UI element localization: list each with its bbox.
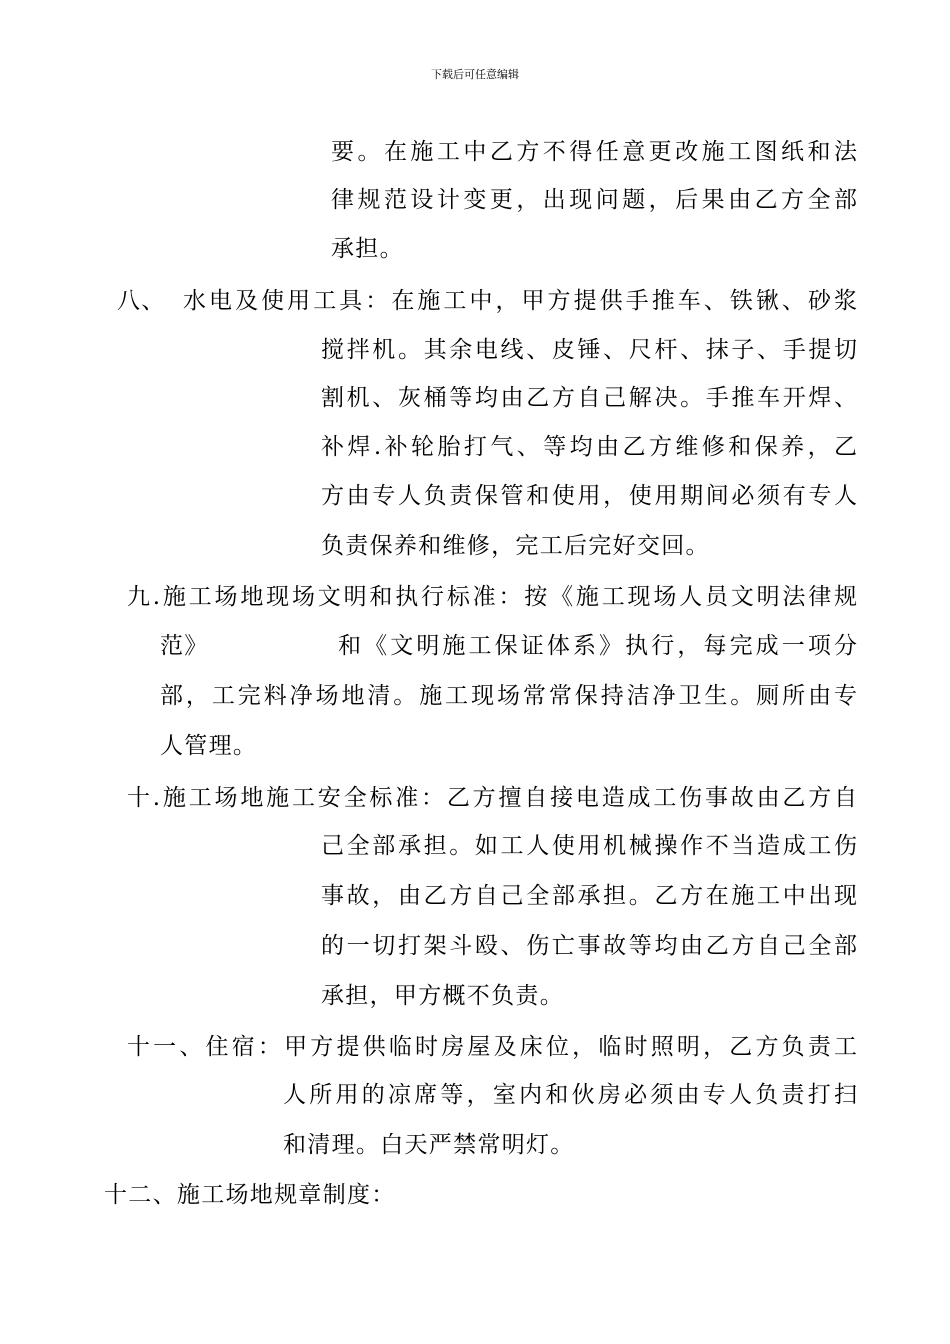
item8-number: 八、 [117,288,166,314]
item10-line-3: 事故，由乙方自己全部承担。乙方在施工中出现 [321,883,857,909]
item11-line-3: 和清理。白天严禁常明灯。 [283,1132,575,1158]
continuation-line-3: 承担。 [331,236,404,262]
item8-line-3: 割机、灰桶等均由乙方自己解决。手推车开焊、 [321,385,857,411]
item10-line-1: 十.施工场地施工安全标准：乙方擅自接电造成工伤事故由乙方自 [127,785,857,811]
item8-line-4: 补焊.补轮胎打气、等均由乙方维修和保养，乙 [321,434,857,460]
item12-line-1: 十二、施工场地规章制度： [104,1182,396,1208]
item9-line-2-right: 和《文明施工保证体系》执行，每完成一项分 [338,633,857,659]
item11-line-2: 人所用的凉席等，室内和伙房必须由专人负责打扫 [283,1082,857,1108]
item9-line-4: 人管理。 [160,733,258,759]
continuation-line-2: 律规范设计变更，出现问题，后果由乙方全部 [331,187,857,213]
item9-line-1: 九.施工场地现场文明和执行标准：按《施工现场人员文明法律规 [127,584,857,610]
item8-line-1: 水电及使用工具：在施工中，甲方提供手推车、铁锹、砂浆 [183,288,857,314]
item9-line-3: 部，工完料净场地清。施工现场常常保持洁净卫生。厕所由专 [160,683,857,709]
item10-line-2: 己全部承担。如工人使用机械操作不当造成工伤 [321,833,857,859]
continuation-line-1: 要。在施工中乙方不得任意更改施工图纸和法 [331,139,857,165]
item8-line-2: 搅拌机。其余电线、皮锤、尺杆、抹子、手提切 [321,337,857,363]
page-header: 下载后可任意编辑 [431,68,519,81]
item8-line-6: 负责保养和维修，完工后完好交回。 [321,533,710,559]
item10-line-4: 的一切打架斗殴、伤亡事故等均由乙方自己全部 [321,933,857,959]
item11-line-1: 十一、住宿：甲方提供临时房屋及床位，临时照明，乙方负责工 [127,1034,857,1060]
item8-line-5: 方由专人负责保管和使用，使用期间必须有专人 [321,483,857,509]
item10-line-5: 承担，甲方概不负责。 [321,983,564,1009]
item9-line-2-left: 范》 [160,633,209,659]
